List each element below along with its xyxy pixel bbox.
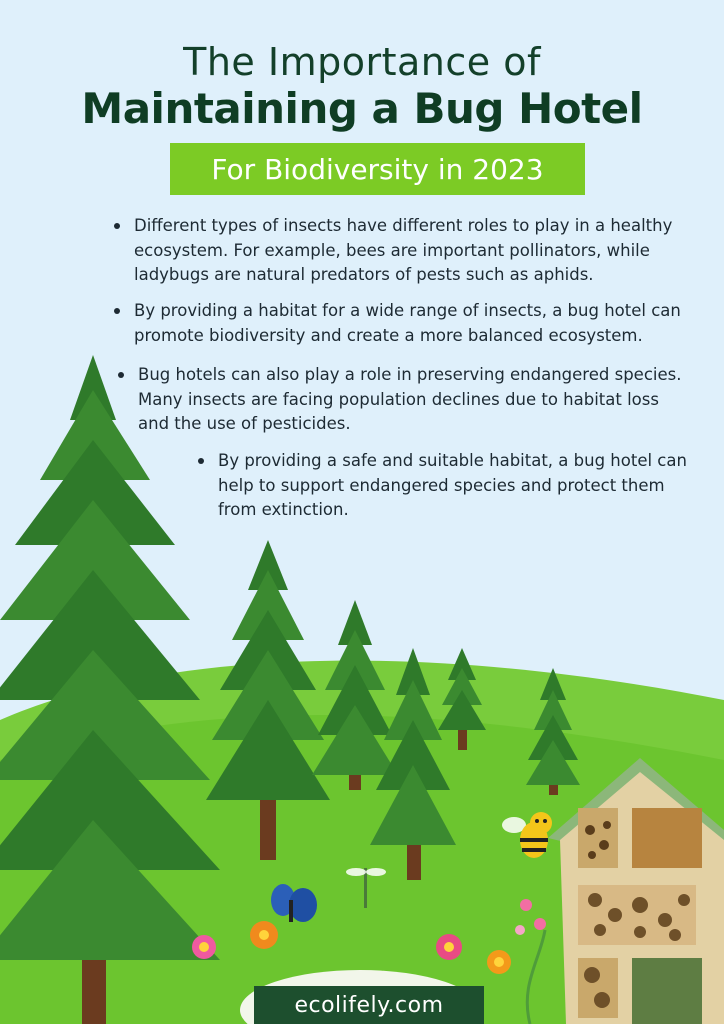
flower-icon xyxy=(487,950,511,974)
bullet-item xyxy=(218,449,694,523)
flower-icon xyxy=(436,934,462,960)
title-line-1: The Importance of xyxy=(183,40,541,84)
bullet-dot xyxy=(118,372,124,378)
bullet-item xyxy=(138,363,694,437)
title-line-2: Maintaining a Bug Hotel xyxy=(81,84,643,133)
flower-icon xyxy=(192,935,216,959)
tree-icon xyxy=(0,355,220,1024)
bullet-dot xyxy=(198,458,204,464)
bullet-text: By providing a habitat for a wide range of insects, a bug hotel can promote biodiversity and create a more balanced ecosystem. xyxy=(134,301,681,345)
bullet-text: Bug hotels can also play a role in preserving endangered species. Many insects are facing population declines due to habitat loss and the use of pesticides. xyxy=(138,365,682,433)
bullet-item xyxy=(134,214,694,288)
flower-icon xyxy=(250,921,278,949)
bullet-dot xyxy=(114,223,120,229)
subtitle-text: For Biodiversity in 2023 xyxy=(211,152,544,186)
footer-banner xyxy=(254,986,484,1024)
site-link[interactable]: ecolifely.com xyxy=(294,992,444,1018)
bullet-text: Different types of insects have different roles to play in a healthy ecosystem. For example, bees are important pollinators, while ladybugs are natural predators of pests such as aphids. xyxy=(134,216,673,284)
bullet-dot xyxy=(114,308,120,314)
bullet-item xyxy=(134,299,694,348)
bullet-text: By providing a safe and suitable habitat, a bug hotel can help to support endangered species and protect them from extinction. xyxy=(218,451,687,519)
